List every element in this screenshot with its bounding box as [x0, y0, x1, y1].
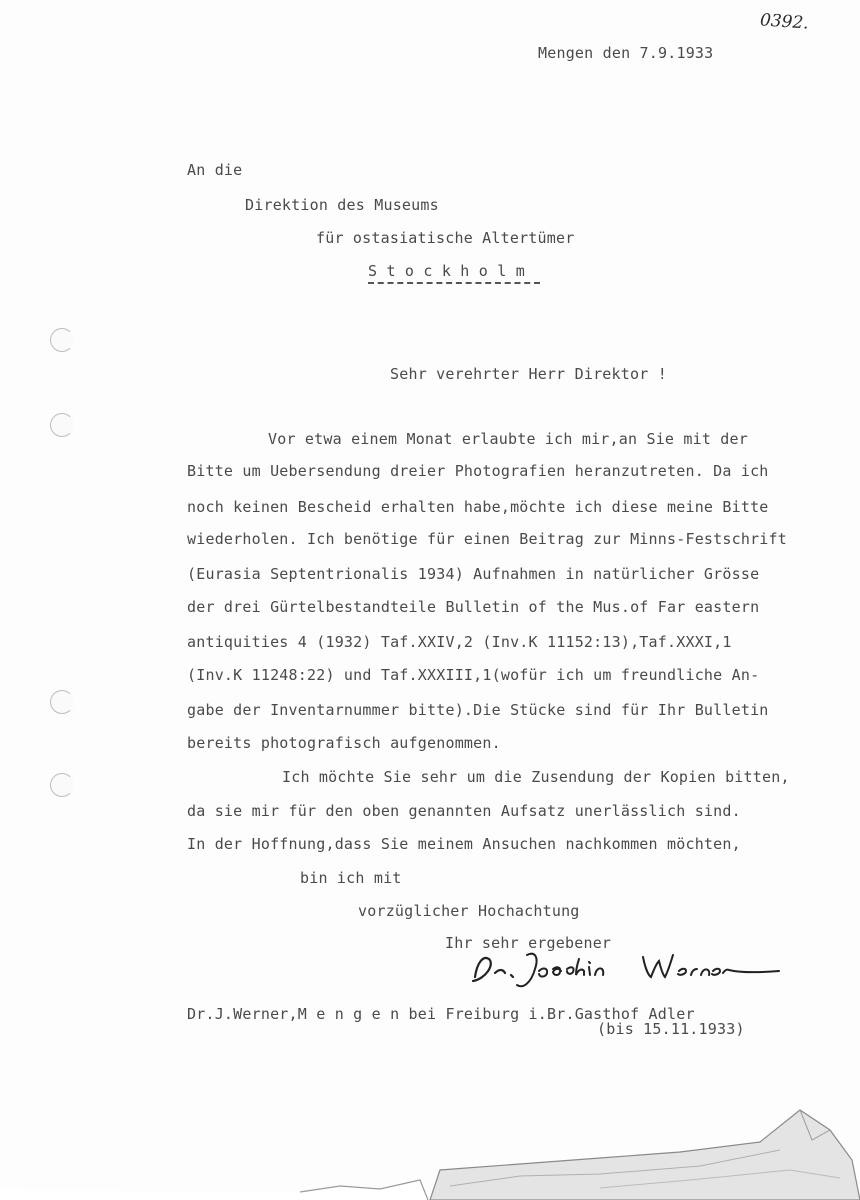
punch-hole: [50, 690, 74, 714]
body-line: der drei Gürtelbestandteile Bulletin of the Mus.of Far eastern: [187, 598, 760, 616]
body-line: Ich möchte Sie sehr um die Zusendung der Kopien bitten,: [282, 768, 790, 786]
body-line: Bitte um Uebersendung dreier Photografien heranzutreten. Da ich: [187, 462, 769, 480]
body-line: Vor etwa einem Monat erlaubte ich mir,an Sie mit der: [268, 430, 748, 448]
body-line: wiederholen. Ich benötige für einen Beitrag zur Minns-Festschrift: [187, 530, 787, 548]
archive-number: 0392.: [759, 10, 810, 34]
city-underline: [368, 282, 540, 284]
recipient-line-1: An die: [187, 161, 243, 179]
body-line: noch keinen Bescheid erhalten habe,möchte ich diese meine Bitte: [187, 498, 769, 516]
punch-hole: [50, 773, 74, 797]
handwritten-signature: [465, 945, 785, 990]
body-line: gabe der Inventarnummer bitte).Die Stücke sind für Ihr Bulletin: [187, 701, 769, 719]
closing-line-1: bin ich mit: [300, 869, 402, 887]
recipient-line-3: für ostasiatische Altertümer: [316, 229, 575, 247]
recipient-line-2: Direktion des Museums: [245, 196, 439, 214]
recipient-city: S t o c k h o l m: [368, 262, 525, 280]
body-line: bereits photografisch aufgenommen.: [187, 734, 501, 752]
body-line: antiquities 4 (1932) Taf.XXIV,2 (Inv.K 11152:13),Taf.XXXI,1: [187, 633, 732, 651]
torn-paper-edge: [0, 1090, 860, 1200]
body-line: In der Hoffnung,dass Sie meinem Ansuchen nachkommen möchten,: [187, 835, 741, 853]
date-line: Mengen den 7.9.1933: [538, 44, 714, 62]
closing-line-2: vorzüglicher Hochachtung: [358, 902, 580, 920]
sender-until-date: (bis 15.11.1933): [597, 1020, 745, 1038]
body-line: (Inv.K 11248:22) und Taf.XXXIII,1(wofür ich um freundliche An-: [187, 666, 760, 684]
body-line: (Eurasia Septentrionalis 1934) Aufnahmen in natürlicher Grösse: [187, 565, 760, 583]
punch-hole: [50, 413, 74, 437]
sender-address: Dr.J.Werner,M e n g e n bei Freiburg i.Br.Gasthof Adler: [187, 1005, 695, 1023]
salutation: Sehr verehrter Herr Direktor !: [390, 365, 667, 383]
body-line: da sie mir für den oben genannten Aufsatz unerlässlich sind.: [187, 802, 741, 820]
punch-hole: [50, 328, 74, 352]
closing-line-3: Ihr sehr ergebener: [445, 934, 612, 952]
